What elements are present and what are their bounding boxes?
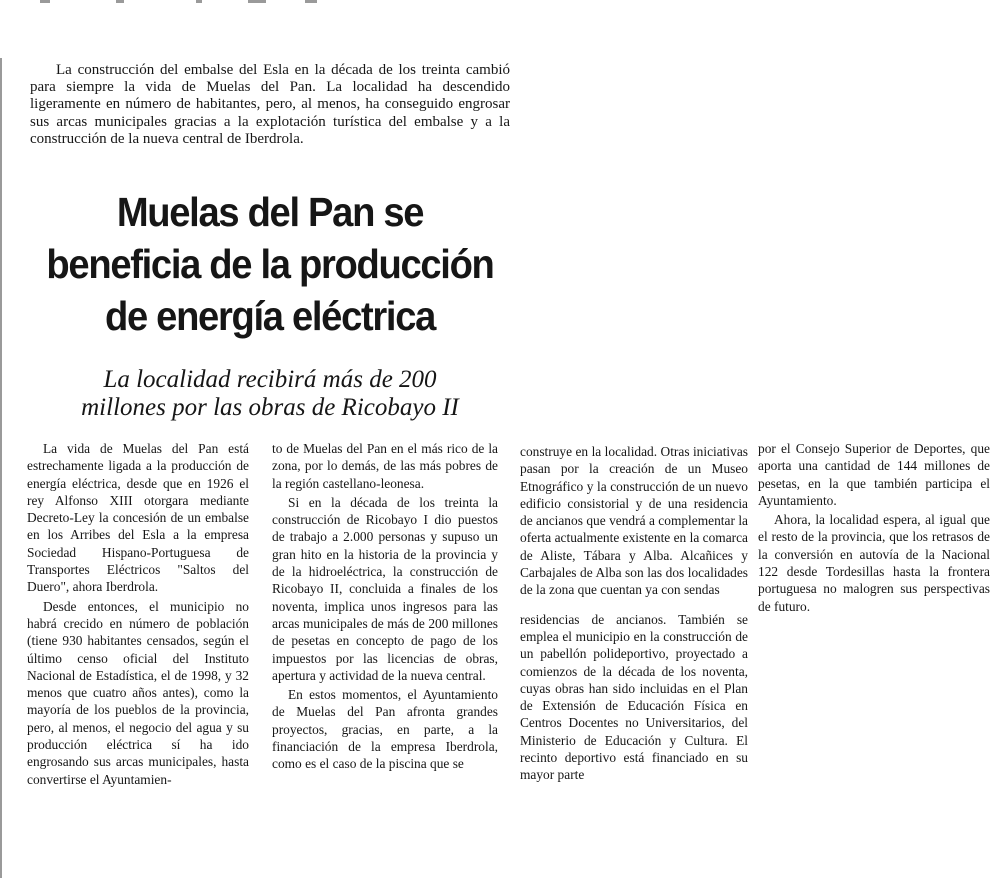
body-column-3: [520, 443, 748, 784]
headline-line: Muelas del Pan se: [116, 189, 424, 235]
body-paragraph: por el Consejo Superior de Deportes, que aporta una cantidad de 144 millones de pesetas, en la que también participa el Ayuntamiento.: [758, 441, 990, 508]
body-column-2: [272, 440, 498, 773]
clipping-edge: [0, 58, 2, 878]
article-lead: La construcción del embalse del Esla en la década de los treinta cambió para siempre la vida de Muelas del Pan. La localidad ha descendido ligeramente en número de habitantes, pero, al menos, ha conseguido engrosar sus arcas municipales gracias a la explotación turística del embalse y a la construcción de la nueva central de Iberdrola.: [30, 62, 510, 147]
headline-line: beneficia de la producción: [46, 241, 494, 287]
body-paragraph: construye en la localidad. Otras iniciativas pasan por la creación de un Museo Etnográfico y la construcción de un nuevo edificio consistorial y de una residencia de ancianos que vendrá a complementar la oferta actualmente existente en la comarca de Aliste, Tábara y Alba. Alcañices y Carbajales de Alba son las dos localidades de la zona que cuentan ya con sendas: [520, 444, 748, 598]
subhead-line: millones por las obras de Ricobayo II: [81, 394, 459, 421]
subhead-line: La localidad recibirá más de 200: [103, 366, 437, 393]
body-paragraph: Ahora, la localidad espera, al igual que el resto de la provincia, que los retrasos de la conversión en autovía de la Nacional 122 desde Tordesillas hasta la frontera portuguesa no malogren sus perspectivas de futuro.: [758, 512, 990, 614]
body-paragraph: residencias de ancianos. También se emplea el municipio en la construcción de un pabellón polideportivo, proyectado a comienzos de la década de los noventa, cuyas obras han sido incluidas en el Plan de Extensión de Educación Física en Centros Docentes no Universitarios, del Ministerio de Educación y Cultura. El recinto deportivo está financiado en su mayor parte: [520, 611, 748, 783]
article-subheadline: [28, 366, 512, 422]
body-paragraph: Desde entonces, el municipio no habrá crecido en número de población (tiene 930 habitantes censados, según el último censo oficial del Instituto Nacional de Estadística, el de 1998, y 32 menos que cuatro años antes), como la mayoría de los pueblos de la provincia, pero, al menos, el negocio del agua y su producción eléctrica sí ha ido engrosando sus arcas municipales, hasta convertirse el Ayuntamien-: [27, 598, 249, 787]
scan-edge-marks: [0, 0, 1001, 8]
body-paragraph: En estos momentos, el Ayuntamiento de Muelas del Pan afronta grandes proyectos, gracias, en parte, a la financiación de la empresa Iberdrola, como es el caso de la piscina que se: [272, 687, 498, 772]
article-headline: [45, 186, 495, 342]
body-column-4: [758, 440, 990, 615]
body-paragraph: La vida de Muelas del Pan está estrechamente ligada a la producción de energía eléctrica, desde que en 1926 el rey Alfonso XIII otorgara mediante Decreto-Ley la concesión de un embalse en los Arribes del Esla a la empresa Sociedad Hispano-Portuguesa de Transportes Eléctricos "Saltos del Duero", ahora Iberdrola.: [27, 441, 249, 595]
headline-line: de energía eléctrica: [104, 293, 436, 339]
body-column-1: [27, 440, 249, 788]
body-paragraph: Si en la década de los treinta la construcción de Ricobayo I dio puestos de trabajo a 2.000 personas y supuso un gran hito en la historia de la provincia y de la hidroeléctrica, la construcción de Ricobayo II, concluida a finales de los noventa, implica unos ingresos para las arcas municipales de más de 200 millones de pesetas en concepto de pago de los impuestos por las licencias de obras, apertura y actividad de la nueva central.: [272, 494, 498, 683]
body-paragraph: to de Muelas del Pan en el más rico de la zona, por lo demás, de las más pobres de la región castellano-leonesa.: [272, 441, 498, 491]
